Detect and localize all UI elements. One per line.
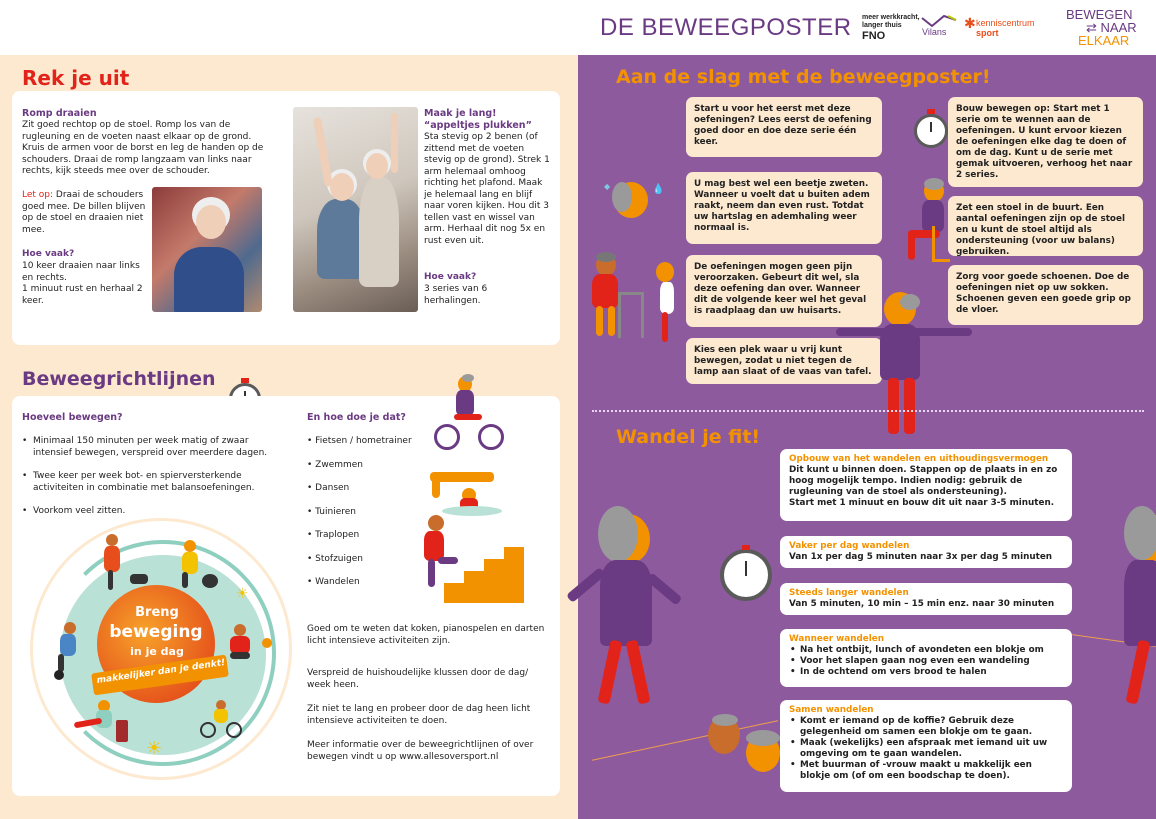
steeds-title: Steeds langer wandelen [789, 588, 909, 598]
wanneer-item: • Voor het slapen gaan nog even een wandeling [789, 656, 1063, 667]
romp-let-op [22, 190, 147, 236]
sport-list [307, 436, 412, 601]
steeds-text: Van 5 minuten, 10 min – 15 min enz. naar 30 minuten [789, 599, 1055, 609]
couple-heads-illustration [706, 712, 786, 774]
fno-line-2: langer thuis [862, 22, 902, 29]
rek-heading: Rek je uit [22, 66, 130, 90]
wanneer-item: • Na het ontbijt, lunch of avondeten een blokje om [789, 645, 1063, 656]
tip-schoenen: Zorg voor goede schoenen. Doe de oefeningen niet op uw sokken. Schoenen geven een goede grip op de vloer. [948, 265, 1143, 325]
romp-text: Zit goed rechtop op de stoel. Romp los van de rugleuning en de voeten naast elkaar op de grond. Kruis de armen voor de borst en leg de handen op de schouders. Draai de romp langzaam van links naar rechts, kijk steeds mee over de schouder. [22, 120, 264, 176]
opbouw-box [780, 449, 1072, 521]
samen-title: Samen wandelen [789, 705, 874, 715]
tip-opbouw: Bouw bewegen op: Start met 1 serie om te wennen aan de oefeningen. U kunt ervoor kiezen de oefeningen elke dag te doen of om de dag. Kunt u de serie met gemak uitvoeren, verhoog het naar 2 series. [948, 97, 1143, 187]
vaker-box [780, 536, 1072, 568]
tip-zweten: U mag best wel een beetje zweten. Wanneer u voelt dat u buiten adem raakt, neem dan even rust. Totdat uw hartslag en ademhaling weer normaal is. [686, 172, 882, 244]
ball-line-3: in je dag [130, 645, 184, 658]
stopwatch-icon [914, 114, 948, 148]
fno-line-3: FNO [862, 30, 886, 42]
appeltjes-title: Maak je lang! “appeltjes plukken” [424, 108, 532, 131]
vilans-logo [922, 28, 946, 36]
walking-woman-illustration [560, 500, 690, 710]
let-op-text: Draai de schouders goed mee. De billen blijven op de stoel en draaien niet mee. [22, 190, 146, 235]
poster-title: DE BEWEEGPOSTER [600, 14, 852, 41]
samen-item: • Komt er iemand op de koffie? Gebruik deze gelegenheid om samen een blokje om te gaan. [789, 716, 1063, 738]
sport-item: • Wandelen [307, 577, 360, 587]
ks-line-2: sport [976, 28, 999, 38]
sport-item: • Dansen [307, 483, 350, 493]
walker-frame-illustration [590, 252, 690, 348]
vilans-text: Vilans [922, 27, 947, 37]
richtlijnen-p4: Meer informatie over de beweegrichtlijnen of over bewegen vindt u op www.allesoversport.nl [307, 740, 534, 762]
hoe-title: En hoe doe je dat? [307, 412, 406, 423]
bewegen-naar-elkaar-logo [1066, 8, 1137, 47]
bike-illustration [200, 700, 244, 740]
vaker-text: Van 1x per dag 5 minuten naar 3x per dag 5 minuten [789, 552, 1053, 562]
bne-line-1: BEWEGEN [1066, 7, 1133, 22]
fno-line-1: meer werkkracht, [862, 14, 920, 21]
romp-draaien-photo [152, 187, 262, 312]
wanneer-box [780, 629, 1072, 687]
samen-list [789, 716, 1063, 782]
samen-item: • Maak (wekelijks) een afspraak met iemand uit uw omgeving om te gaan wandelen. [789, 738, 1063, 760]
ks-line-1: kenniscentrum [976, 18, 1035, 28]
tip-start: Start u voor het eerst met deze oefeningen? Lees eerst de oefening goed door en doe deze serie één keer. [686, 97, 882, 157]
opbouw-text: Dit kunt u binnen doen. Stappen op de plaats in en zo hoog mogelijk tempo. Indien nodig: gebruik de rugleuning van de stoel als ondersteuning). [789, 465, 1058, 497]
tip-pijn: De oefeningen mogen geen pijn veroorzaken. Gebeurt dit wel, sla deze oefening dan over. Wanneer dit de volgende keer wel het geval is raadplaag dan uw huisarts. [686, 255, 882, 327]
wanneer-list [789, 645, 1063, 678]
appeltjes-hoe-vaak-label: Hoe vaak? [424, 272, 477, 282]
sun-icon: ☀ [146, 738, 163, 759]
steeds-box [780, 583, 1072, 615]
kenniscentrum-sport-logo [964, 15, 1035, 38]
hoeveel-item: • Voorkom veel zitten. [22, 506, 272, 518]
romp-hoe-vaak-label: Hoe vaak? [22, 249, 75, 259]
dog-walker-illustration [100, 534, 150, 592]
ball-line-2: beweging [109, 622, 203, 642]
tip-stoel: Zet een stoel in de buurt. Een aantal oefeningen zijn op de stoel en u kunt de stoel altijd als ondersteuning (voor uw balans) gebruiken. [948, 196, 1143, 256]
footballer-illustration [52, 622, 92, 678]
ball-banner-text: makkelijker dan je denkt! [96, 658, 226, 686]
walking-woman-edge-illustration [1108, 500, 1156, 710]
tip-plek: Kies een plek waar u vrij kunt bewegen, zodat u niet tegen de lamp aan slaat of de vaas van tafel. [686, 338, 882, 384]
ball-line-1: Breng [135, 605, 179, 620]
sport-item: • Tuinieren [307, 506, 356, 517]
hoeveel-list [22, 436, 272, 530]
kenniscentrum-star-icon: ✱ [964, 15, 976, 31]
wandel-heading: Wandel je fit! [616, 426, 761, 448]
stopwatch-icon [720, 549, 772, 601]
arms-out-illustration [836, 290, 972, 440]
sport-item: • Zwemmen [307, 459, 364, 470]
bne-line-3: ELKAAR [1078, 33, 1130, 48]
opbouw-text-2: Start met 1 minuut en bouw dit uit naar 3-5 minuten. [789, 498, 1055, 508]
hoeveel-item: • Minimaal 150 minuten per week matig of zwaar intensief bewegen, verspreid over meerdere dagen. [22, 436, 272, 459]
samen-item: • Met buurman of -vrouw maakt u makkelijk een blokje om (of om een boodschap te doen). [789, 760, 1063, 782]
romp-hoe-vaak-text: 10 keer draaien naar links en rechts. 1 minuut rust en herhaal 2 keer. [22, 261, 143, 306]
bne-naar-word: NAAR [1100, 20, 1137, 35]
swimmer-illustration [430, 470, 502, 518]
hoeveel-title: Hoeveel bewegen? [22, 412, 123, 423]
sport-item: • Traplopen [307, 530, 360, 540]
romp-title: Romp draaien [22, 108, 97, 119]
gardener-illustration [218, 624, 276, 668]
samen-box [780, 700, 1072, 792]
bne-arrows-icon: ⇄ [1086, 20, 1097, 35]
dancer-illustration [74, 700, 134, 744]
aan-de-slag-heading: Aan de slag met de beweegposter! [616, 66, 991, 88]
vilans-swoosh-icon [920, 14, 960, 28]
sweating-head-illustration: 💧 ◆ [604, 182, 666, 226]
fno-logo [862, 14, 920, 42]
sport-item: • Fietsen / hometrainer [307, 436, 412, 446]
appeltjes-text: Sta stevig op 2 benen (of zittend met de voeten stevig op de grond). Strek 1 arm helemaal omhoog richting het plafond. Maak je helemaal lang en blijf naar voren kijken. Hou dit 3 tellen vast en wissel van arm. Herhaal dit nog 5x en rust even uit. [424, 132, 550, 246]
let-op-label: Let op: [22, 190, 54, 200]
richtlijnen-p3: Zit niet te lang en probeer door de dag heen licht intensieve activiteiten te doen. [307, 704, 531, 726]
appeltjes-hoe-vaak-text: 3 series van 6 herhalingen. [424, 284, 488, 306]
stair-climber-illustration [420, 515, 532, 603]
sunrise-icon: ☀ [236, 586, 249, 602]
wanneer-item: • In de ochtend om vers brood te halen [789, 667, 1063, 678]
vaker-title: Vaker per dag wandelen [789, 541, 910, 551]
richtlijnen-p2: Verspreid de huishoudelijke klussen door de dag/ week heen. [307, 668, 529, 690]
chair-person-illustration [906, 178, 952, 264]
hoeveel-item: • Twee keer per week bot- en spierversterkende activiteiten in combinatie met balansoefeningen. [22, 471, 272, 494]
vacuum-illustration [168, 540, 224, 590]
opbouw-title: Opbouw van het wandelen en uithoudingsvermogen [789, 454, 1049, 464]
cyclist-illustration [432, 376, 508, 456]
richtlijnen-p1: Goed om te weten dat koken, pianospelen en darten licht intensieve activiteiten zijn. [307, 624, 545, 646]
wanneer-title: Wanneer wandelen [789, 634, 885, 644]
section-divider [592, 410, 1144, 412]
richtlijnen-heading: Beweegrichtlijnen [22, 368, 216, 390]
appeltjes-plukken-photo [293, 107, 418, 312]
sport-item: • Stofzuigen [307, 553, 363, 564]
